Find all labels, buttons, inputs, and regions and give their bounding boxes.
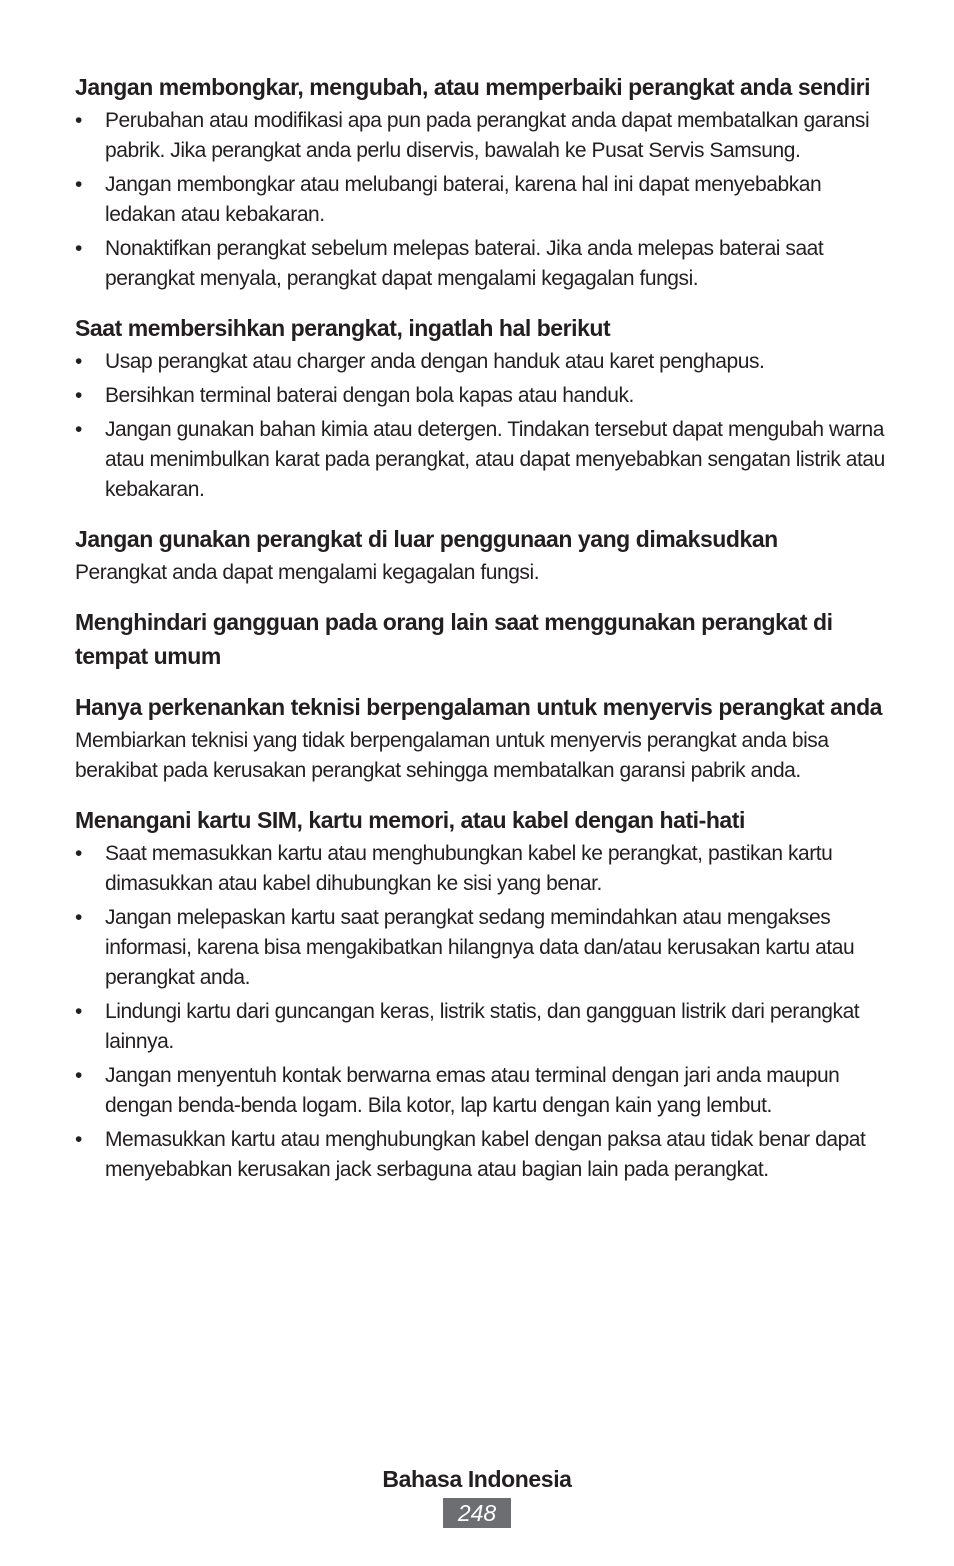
list-item [75,1125,885,1185]
list-item [75,903,885,993]
section-public-places [75,605,885,673]
section-card-handling [75,803,885,1185]
section-qualified-service [75,690,885,786]
bullet-marker: • [75,384,82,407]
bullet-marker: • [75,1064,82,1087]
list-item-text: Jangan melepaskan kartu saat perangkat sedang memindahkan atau mengakses informasi, karena bisa mengakibatkan hilangnya data dan/atau kerusakan kartu atau perangkat anda. [105,906,855,989]
bullet-marker: • [75,1000,82,1023]
footer-language-label: Bahasa Indonesia [382,1466,572,1492]
bullet-list [75,839,885,1185]
list-item [75,415,885,505]
list-item [75,839,885,899]
page-footer [0,1462,954,1528]
bullet-marker: • [75,418,82,441]
section-heading: Menghindari gangguan pada orang lain saat menggunakan perangkat di tempat umum [75,609,833,669]
bullet-marker: • [75,237,82,260]
list-item-text: Memasukkan kartu atau menghubungkan kabel dengan paksa atau tidak benar dapat menyebabkan kerusakan jack serbaguna atau bagian lain pada perangkat. [105,1128,866,1181]
bullet-list [75,347,885,505]
list-item [75,997,885,1057]
list-item [75,347,885,377]
section-cleaning [75,311,885,505]
bullet-marker: • [75,173,82,196]
bullet-marker: • [75,906,82,929]
list-item [75,234,885,294]
list-item-text: Jangan membongkar atau melubangi baterai, karena hal ini dapat menyebabkan ledakan atau kebakaran. [105,173,822,226]
list-item-text: Bersihkan terminal baterai dengan bola kapas atau handuk. [105,384,634,407]
section-intended-use [75,522,885,588]
list-item [75,1061,885,1121]
section-paragraph: Perangkat anda dapat mengalami kegagalan fungsi. [75,561,540,584]
list-item-text: Lindungi kartu dari guncangan keras, listrik statis, dan gangguan listrik dari perangkat lainnya. [105,1000,860,1053]
list-item-text: Saat memasukkan kartu atau menghubungkan kabel ke perangkat, pastikan kartu dimasukkan atau kabel dihubungkan ke sisi yang benar. [105,842,833,895]
list-item-text: Nonaktifkan perangkat sebelum melepas baterai. Jika anda melepas baterai saat perangkat menyala, perangkat dapat mengalami kegagalan fungsi. [105,237,824,290]
bullet-list [75,106,885,294]
list-item-text: Jangan gunakan bahan kimia atau detergen. Tindakan tersebut dapat mengubah warna atau menimbulkan karat pada perangkat, atau dapat menyebabkan sengatan listrik atau kebakaran. [105,418,885,501]
section-no-disassembly [75,70,885,294]
section-heading: Jangan membongkar, mengubah, atau memperbaiki perangkat anda sendiri [75,74,871,100]
section-heading: Jangan gunakan perangkat di luar penggunaan yang dimaksudkan [75,526,778,552]
bullet-marker: • [75,842,82,865]
bullet-marker: • [75,1128,82,1151]
document-body [75,70,885,1202]
list-item [75,170,885,230]
list-item-text: Jangan menyentuh kontak berwarna emas atau terminal dengan jari anda maupun dengan benda-benda logam. Bila kotor, lap kartu dengan kain yang lembut. [105,1064,840,1117]
list-item-text: Usap perangkat atau charger anda dengan handuk atau karet penghapus. [105,350,765,373]
list-item [75,381,885,411]
bullet-marker: • [75,350,82,373]
bullet-marker: • [75,109,82,132]
section-paragraph: Membiarkan teknisi yang tidak berpengalaman untuk menyervis perangkat anda bisa berakibat pada kerusakan perangkat sehingga membatalkan garansi pabrik anda. [75,729,829,782]
section-heading: Hanya perkenankan teknisi berpengalaman untuk menyervis perangkat anda [75,694,883,720]
list-item [75,106,885,166]
section-heading: Saat membersihkan perangkat, ingatlah hal berikut [75,315,611,341]
page-number: 248 [443,1498,511,1528]
section-heading: Menangani kartu SIM, kartu memori, atau kabel dengan hati-hati [75,807,745,833]
list-item-text: Perubahan atau modifikasi apa pun pada perangkat anda dapat membatalkan garansi pabrik. Jika perangkat anda perlu diservis, bawalah ke Pusat Servis Samsung. [105,109,870,162]
